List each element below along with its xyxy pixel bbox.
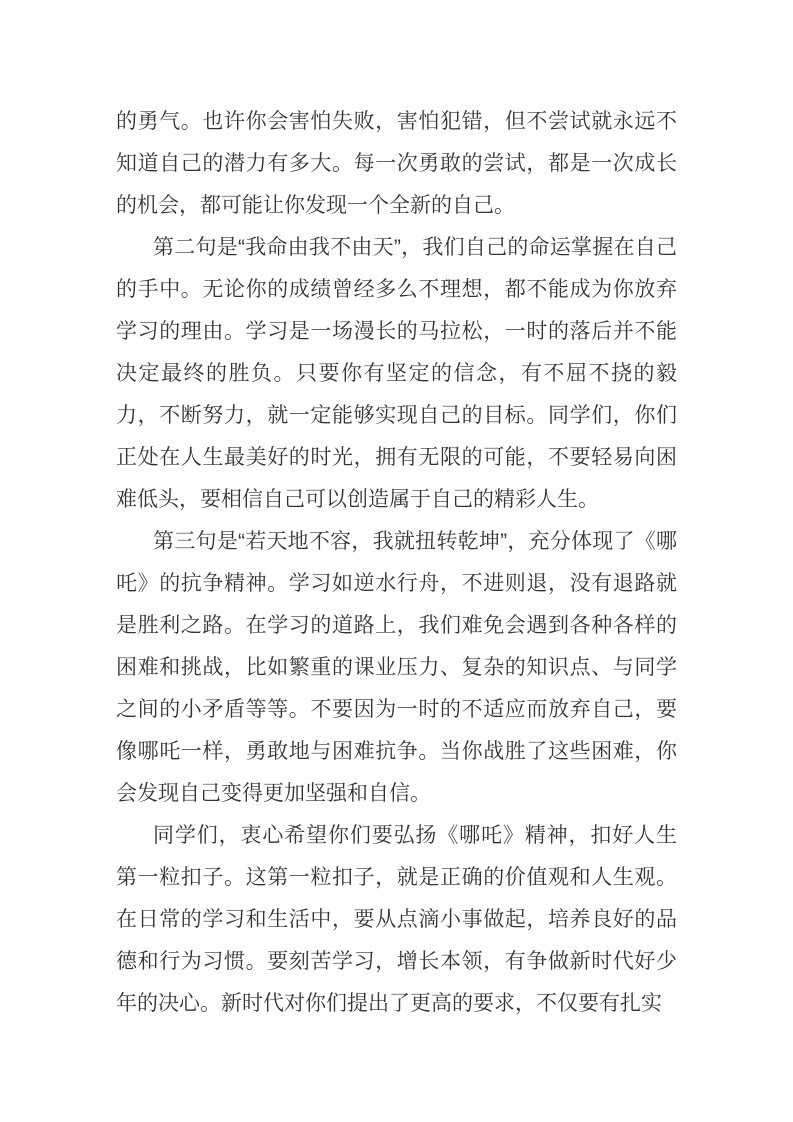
paragraph: 第二句是“我命由我不由天”，我们自己的命运掌握在自己的手中。无论你的成绩曾经多么不理想，都不能成为你放弃学习的理由。学习是一场漫长的马拉松，一时的落后并不能决定最终的胜负。只要你有坚定的信念，有不屈不挠的毅力，不断努力，就一定能够实现自己的目标。同学们，你们正处在人生最美好的时光，拥有无限的可能，不要轻易向困难低头，要相信自己可以创造属于自己的精彩人生。 [116, 236, 677, 511]
paragraph: 同学们，衷心希望你们要弘扬《哪吒》精神，扣好人生第一粒扣子。这第一粒扣子，就是正确的价值观和人生观。在日常的学习和生活中，要从点滴小事做起，培养良好的品德和行为习惯。要刻苦学习，增长本领，有争做新时代好少年的决心。新时代对你们提出了更高的要求，不仅要有扎实 [116, 824, 677, 1015]
paragraph: 的勇气。也许你会害怕失败，害怕犯错，但不尝试就永远不知道自己的潜力有多大。每一次勇敢的尝试，都是一次成长的机会，都可能让你发现一个全新的自己。 [116, 110, 677, 217]
document-body [116, 101, 677, 1025]
paragraph: 第三句是“若天地不容，我就扭转乾坤”，充分体现了《哪吒》的抗争精神。学习如逆水行舟，不进则退，没有退路就是胜利之路。在学习的道路上，我们难免会遇到各种各样的困难和挑战，比如繁重的课业压力、复杂的知识点、与同学之间的小矛盾等等。不要因为一时的不适应而放弃自己，要像哪吒一样，勇敢地与困难抗争。当你战胜了这些困难，你会发现自己变得更加坚强和自信。 [116, 530, 677, 805]
